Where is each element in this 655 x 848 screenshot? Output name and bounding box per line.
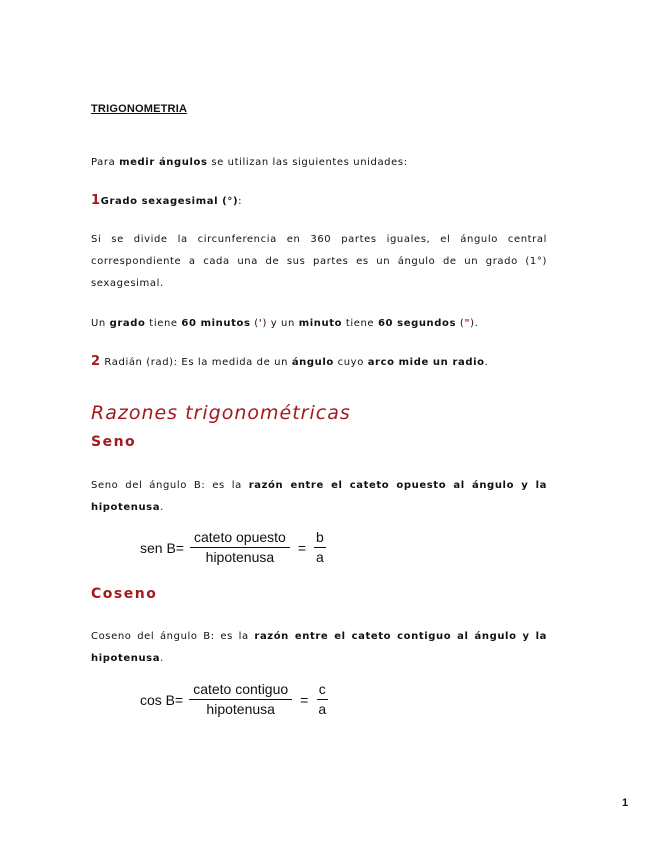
intro-bold: medir ángulos	[119, 157, 208, 168]
unit1-number: 1	[91, 193, 101, 208]
seno-numerator-short: b	[314, 529, 326, 548]
coseno-numerator-short: c	[317, 681, 328, 700]
minutes-text: ) y un	[262, 318, 299, 329]
seno-numerator: cateto opuesto	[190, 529, 290, 548]
seno-equals: =	[297, 539, 307, 556]
minutes-text: tiene	[145, 318, 182, 329]
coseno-denominator-short: a	[318, 701, 327, 717]
minute-symbol: '	[258, 318, 263, 329]
unit2-bold-arco: arco mide un radio	[367, 357, 485, 368]
unit2-number: 2	[91, 354, 101, 369]
seno-end: .	[160, 502, 164, 513]
coseno-fraction	[189, 681, 292, 718]
unit2-text: .	[484, 357, 489, 368]
intro-paragraph	[91, 152, 408, 174]
minutes-bold-60min: 60 minutos	[181, 318, 251, 329]
minutes-bold-grado: grado	[109, 318, 146, 329]
seno-formula-lhs: sen B=	[140, 539, 184, 556]
unit2-text: Radián (rad): Es la medida de un	[100, 357, 292, 368]
coseno-end: .	[160, 653, 164, 664]
coseno-text: Coseno del ángulo B: es la	[91, 631, 255, 642]
coseno-numerator: cateto contiguo	[189, 681, 292, 700]
coseno-denominator: hipotenusa	[206, 701, 275, 717]
coseno-formula-lhs: cos B=	[140, 691, 184, 708]
coseno-fraction-short	[316, 681, 328, 718]
coseno-equals: =	[300, 691, 309, 708]
unit2-text: cuyo	[333, 357, 368, 368]
seno-denominator-short: a	[316, 549, 324, 565]
minutes-paragraph	[91, 313, 478, 335]
seno-bold: razón entre el cateto opuesto al ángulo y la hipotenusa	[91, 480, 547, 513]
unit1-colon: :	[238, 196, 243, 207]
minutes-bold-minuto: minuto	[298, 318, 343, 329]
section-heading: Razones trigonométricas	[91, 402, 351, 424]
unit1-description: Si se divide la circunferencia en 360 partes iguales, el ángulo central correspondiente a cada una de sus partes es un ángulo de un grado (1°) sexagesimal.	[91, 234, 547, 289]
intro-text-end: se utilizan las siguientes unidades:	[207, 157, 408, 168]
seno-fraction	[190, 529, 290, 566]
unit1-heading	[91, 190, 242, 213]
unit2-paragraph	[91, 351, 488, 374]
coseno-definition	[91, 626, 547, 670]
intro-text: Para	[91, 157, 120, 168]
second-symbol: "	[464, 318, 471, 329]
minutes-text: Un	[91, 318, 110, 329]
minutes-text: tiene	[342, 318, 378, 329]
minutes-text: (	[250, 318, 259, 329]
coseno-formula	[140, 681, 328, 718]
document-title: TRIGONOMETRIA	[91, 103, 188, 115]
seno-heading: Seno	[91, 434, 137, 450]
minutes-text: ).	[470, 318, 479, 329]
seno-fraction-short	[314, 529, 326, 566]
seno-text: Seno del ángulo B: es la	[91, 480, 249, 491]
coseno-bold: razón entre el cateto contiguo al ángulo y la hipotenusa	[91, 631, 548, 664]
coseno-heading: Coseno	[91, 586, 158, 602]
minutes-bold-60seg: 60 segundos	[377, 318, 457, 329]
page-number: 1	[622, 797, 629, 809]
seno-denominator: hipotenusa	[205, 549, 275, 565]
minutes-text: (	[456, 318, 465, 329]
seno-formula	[140, 529, 326, 566]
unit2-bold-angulo: ángulo	[291, 357, 334, 368]
seno-definition	[91, 475, 547, 519]
unit1-label: Grado sexagesimal (°)	[100, 196, 239, 207]
